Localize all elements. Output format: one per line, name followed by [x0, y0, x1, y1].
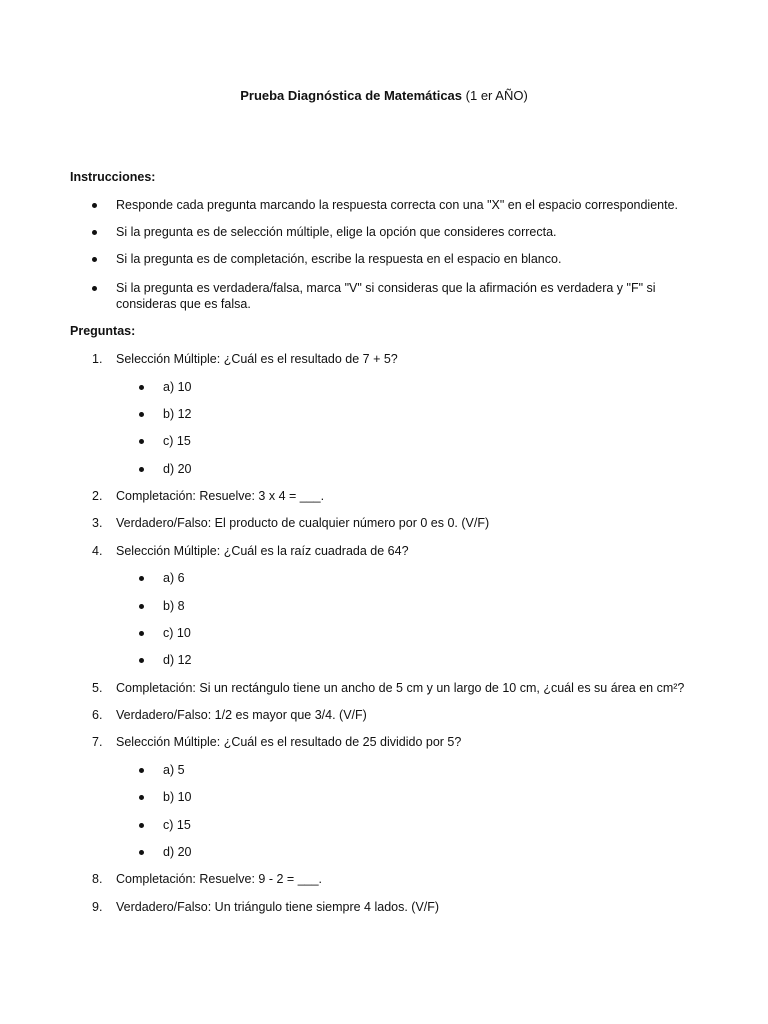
- bullet-icon: [92, 251, 102, 267]
- bullet-icon: [139, 652, 149, 668]
- option-text: d) 20: [163, 845, 192, 859]
- bullet-icon: [139, 379, 149, 395]
- question-number: 6.: [92, 708, 103, 722]
- question-text: Completación: Resuelve: 3 x 4 = ___.: [116, 489, 325, 503]
- question-number: 3.: [92, 516, 103, 530]
- bullet-icon: [139, 789, 149, 805]
- bullet-icon: [139, 844, 149, 860]
- option-text: a) 6: [163, 571, 185, 585]
- bullet-icon: [139, 570, 149, 586]
- instruction-text: Responde cada pregunta marcando la respuesta correcta con una "X" en el espacio correspondiente.: [116, 198, 679, 212]
- instruction-text: Si la pregunta es de selección múltiple, elige la opción que consideres correcta.: [116, 225, 557, 239]
- question-text: Selección Múltiple: ¿Cuál es el resultado de 25 dividido por 5?: [116, 735, 462, 749]
- option-text: b) 10: [163, 790, 192, 804]
- bullet-icon: [139, 625, 149, 641]
- option-text: c) 15: [163, 434, 191, 448]
- document-title: [0, 88, 768, 103]
- option-text: a) 10: [163, 380, 192, 394]
- bullet-icon: [92, 280, 102, 296]
- bullet-icon: [92, 197, 102, 213]
- bullet-icon: [92, 224, 102, 240]
- question-text: Selección Múltiple: ¿Cuál es el resultado de 7 + 5?: [116, 352, 398, 366]
- questions-heading: Preguntas:: [70, 324, 136, 338]
- question-text: Selección Múltiple: ¿Cuál es la raíz cuadrada de 64?: [116, 544, 409, 558]
- option-text: a) 5: [163, 763, 185, 777]
- bullet-icon: [139, 433, 149, 449]
- option-text: c) 15: [163, 818, 191, 832]
- instruction-text: Si la pregunta es verdadera/falsa, marca "V" si consideras que la afirmación es verdadera y "F" si consideras que es falsa.: [116, 281, 656, 311]
- question-text: Verdadero/Falso: 1/2 es mayor que 3/4. (V/F): [116, 708, 367, 722]
- bullet-icon: [139, 817, 149, 833]
- question-number: 9.: [92, 900, 103, 914]
- bullet-icon: [139, 461, 149, 477]
- question-number: 5.: [92, 681, 103, 695]
- option-text: d) 12: [163, 653, 192, 667]
- title-main: Prueba Diagnóstica de Matemáticas: [240, 88, 463, 103]
- option-text: d) 20: [163, 462, 192, 476]
- question-text: Completación: Resuelve: 9 - 2 = ___.: [116, 872, 323, 886]
- option-text: b) 12: [163, 407, 192, 421]
- bullet-icon: [139, 406, 149, 422]
- bullet-icon: [139, 598, 149, 614]
- question-text: Verdadero/Falso: El producto de cualquier número por 0 es 0. (V/F): [116, 516, 490, 530]
- option-text: b) 8: [163, 599, 185, 613]
- option-text: c) 10: [163, 626, 191, 640]
- title-grade: (1 er AÑO): [462, 88, 528, 103]
- question-number: 8.: [92, 872, 103, 886]
- question-number: 2.: [92, 489, 103, 503]
- instruction-text: Si la pregunta es de completación, escribe la respuesta en el espacio en blanco.: [116, 252, 562, 266]
- question-number: 1.: [92, 352, 103, 366]
- bullet-icon: [139, 762, 149, 778]
- question-number: 7.: [92, 735, 103, 749]
- question-number: 4.: [92, 544, 103, 558]
- question-text: Verdadero/Falso: Un triángulo tiene siempre 4 lados. (V/F): [116, 900, 440, 914]
- question-text: Completación: Si un rectángulo tiene un ancho de 5 cm y un largo de 10 cm, ¿cuál es su área en cm²?: [116, 681, 685, 695]
- instructions-heading: Instrucciones:: [70, 170, 156, 184]
